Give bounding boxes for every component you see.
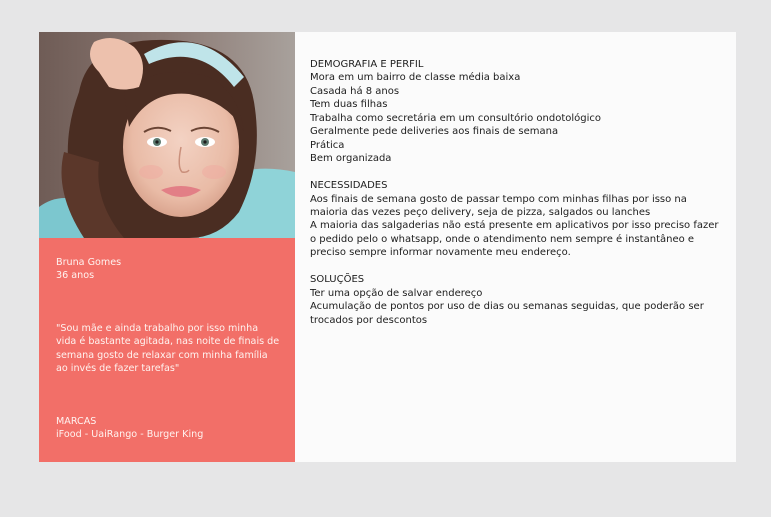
list-item: Tem duas filhas: [310, 99, 388, 111]
section-solucoes: [310, 273, 722, 327]
list-item: Prática: [310, 139, 345, 151]
persona-identity: [56, 256, 279, 283]
persona-name: Bruna Gomes: [56, 257, 122, 268]
list-item: A maioria das salgaderias não está presente em aplicativos por isso preciso fazer o pedido pelo o whatsapp, onde o atendimento nem sempre é instantâneo e preciso sempre informar novamente meu endereço.: [310, 220, 719, 259]
persona-age: 36 anos: [56, 270, 95, 282]
section-heading: DEMOGRAFIA E PERFIL: [310, 59, 424, 70]
section-heading: NECESSIDADES: [310, 180, 388, 192]
persona-details: [295, 32, 736, 462]
list-item: Bem organizada: [310, 153, 392, 165]
list-item: Acumulação de pontos por uso de dias ou semanas seguidas, que poderão ser trocados por descontos: [310, 301, 704, 326]
brands-list: iFood - UaiRango - Burger King: [56, 429, 204, 441]
brands-heading: MARCAS: [56, 416, 97, 427]
persona-brands: [56, 415, 280, 442]
list-item: Trabalha como secretária em um consultório ondotológico: [310, 112, 602, 124]
list-item: Ter uma opção de salvar endereço: [310, 287, 483, 299]
persona-quote: "Sou mãe e ainda trabalho por isso minha vida é bastante agitada, nas noite de finais de semana gosto de relaxar com minha família ao invés de fazer tarefas": [56, 323, 280, 375]
section-heading: SOLUÇÕES: [310, 274, 365, 286]
persona-photo: [39, 32, 295, 238]
persona-card: [39, 32, 736, 462]
list-item: Casada há 8 anos: [310, 85, 400, 97]
section-necessidades: [310, 179, 722, 260]
list-item: Mora em um bairro de classe média baixa: [310, 72, 521, 84]
portrait-image: [39, 32, 295, 238]
persona-profile-panel: [39, 238, 295, 462]
section-demografia: [310, 58, 722, 166]
list-item: Geralmente pede deliveries aos finais de semana: [310, 126, 559, 138]
persona-left-column: [39, 32, 295, 462]
list-item: Aos finais de semana gosto de passar tempo com minhas filhas por isso na maioria das vezes peço delivery, seja de pizza, salgados ou lanches: [310, 193, 687, 218]
